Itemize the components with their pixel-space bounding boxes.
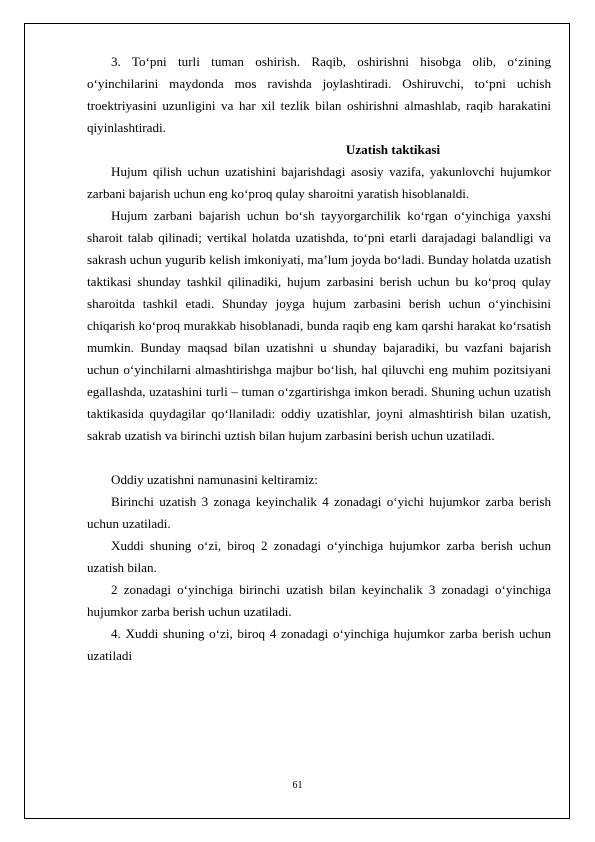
- paragraph-main-task: Hujum qilish uchun uzatishini bajarishdagi asosiy vazifa, yakunlovchi hujumkor zarbani bajarish uchun eng ko‘proq qulay sharoitni yaratish hisoblanaldi.: [87, 164, 551, 201]
- list-item: Birinchi uzatish 3 zonaga keyinchalik 4 zonadagi o‘yichi hujumkor zarba berish uchun uzatiladi.: [87, 494, 551, 531]
- list-item: 4. Xuddi shuning o‘zi, biroq 4 zonadagi o‘yinchiga hujumkor zarba berish uchun uzatiladi: [87, 626, 551, 663]
- section-heading: Uzatish taktikasi: [345, 142, 441, 157]
- document-body: [87, 51, 551, 667]
- paragraph-serve-variation: 3. To‘pni turli tuman oshirish. Raqib, oshirishni hisobga olib, o‘zining o‘yinchilarini maydonda mos ravishda joylashtiradi. Oshiruvchi, to‘pni uchish troektriyasini uzunligini va har xil tezlik bilan oshirishni almashlab, raqib harakatini qiyinlashtiradi.: [87, 54, 551, 135]
- page-number: 61: [292, 780, 303, 791]
- paragraph-example-intro: Oddiy uzatishni namunasini keltiramiz:: [111, 472, 318, 487]
- blank-line: [87, 447, 551, 469]
- list-item: Xuddi shuning o‘zi, biroq 2 zonadagi o‘yinchiga hujumkor zarba berish uchun uzatish bilan.: [87, 538, 551, 575]
- paragraph-attack-conditions: Hujum zarbani bajarish uchun bo‘sh tayyorgarchilik ko‘rgan o‘yinchiga yaxshi sharoit talab qilinadi; vertikal holatda uzatishda, to‘pni etarli darajadagi balandligi va sakrash uchun yugurib kelish imkoniyati, ma’lum joyda bo‘ladi. Bunday holatda uzatish taktikasi shunday tashkil qilinadiki, hujum zarbasini berish uchun bu ko‘proq qulay sharoitda tashkil etadi. Shunday joyga hujum zarbasini berish uchun o‘yinchisini chiqarish ko‘proq murakkab hisoblanadi, bunda raqib eng kam qarshi harakat ko‘rsatish mumkin. Bunday maqsad bilan uzatishni u shunday bajaradiki, bu vazfani bajarish uchun o‘yinchilarni almashtirishga majbur bo‘lish, hal qiluvchi eng muhim pozitsiyani egallashda, uzatashini turli – tuman o‘zgartirishga imkon beradi. Shuning uchun uzatish taktikasida quydagilar qo‘llaniladi: oddiy uzatishlar, joyni almashtirish bilan uzatish, sakrab uzatish va birinchi uztish bilan hujum zarbasini berish uchun uzatiladi.: [87, 208, 551, 443]
- list-item: 2 zonadagi o‘yinchiga birinchi uzatish bilan keyinchalik 3 zonadagi o‘yinchiga hujumkor zarba berish uchun uzatiladi.: [87, 582, 551, 619]
